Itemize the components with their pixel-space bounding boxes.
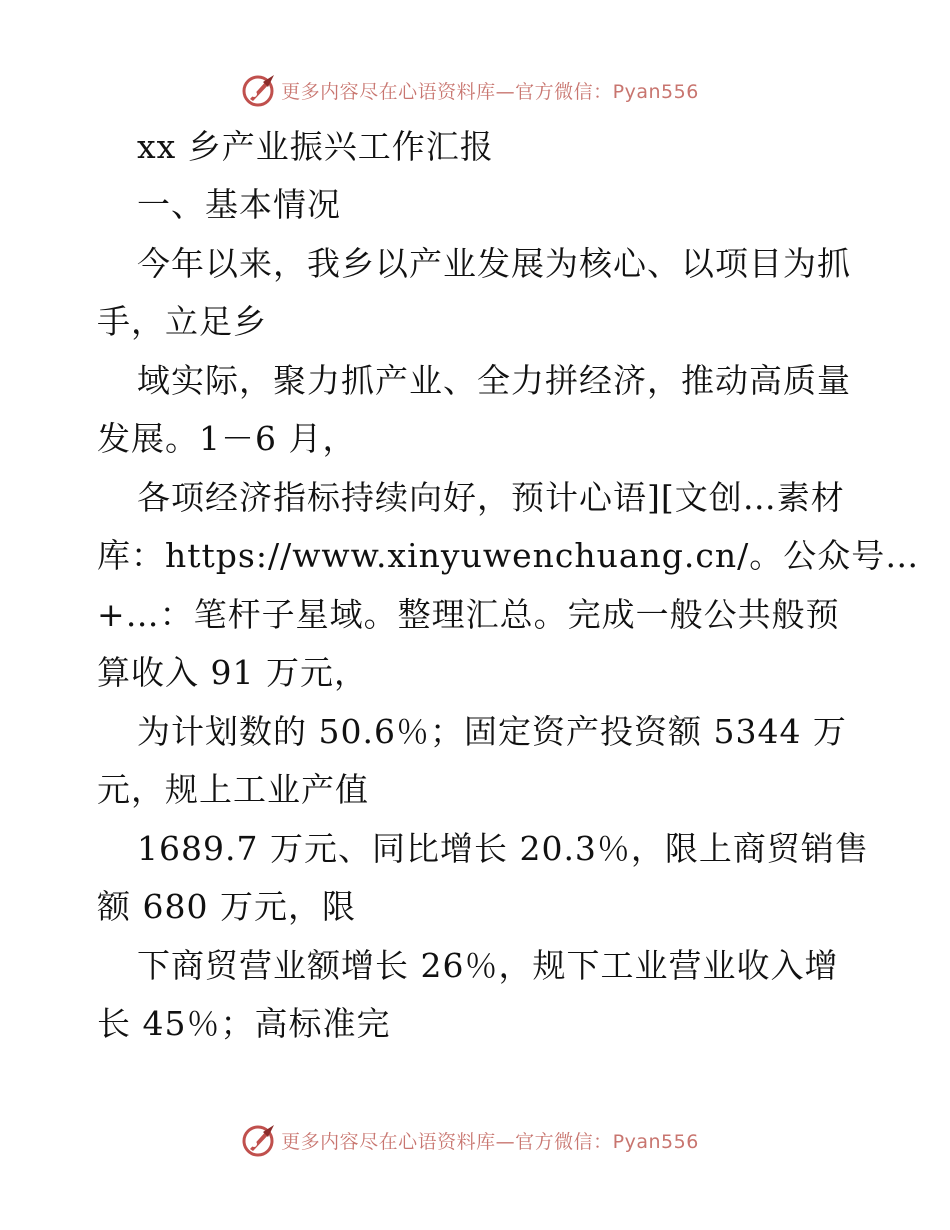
paragraph-line: +…：笔杆子星域。整理汇总。完成一般公共般预 bbox=[97, 595, 840, 634]
watermark-text: 更多内容尽在心语资料库—官方微信：Pyan556 bbox=[281, 1130, 699, 1153]
paragraph-line: 手，立足乡 bbox=[97, 302, 267, 341]
paragraph-line: 算收入 91 万元， bbox=[97, 653, 368, 692]
quill-logo-icon bbox=[241, 1122, 277, 1158]
paragraph-line: 元，规上工业产值 bbox=[97, 770, 369, 809]
paragraph-line: 长 45％；高标准完 bbox=[97, 1004, 391, 1043]
watermark-group bbox=[241, 1122, 699, 1158]
paragraph-line: 今年以来，我乡以产业发展为核心、以项目为抓 bbox=[137, 244, 851, 283]
paragraph-line: 下商贸营业额增长 26％，规下工业营业收入增 bbox=[137, 946, 839, 985]
watermark-text: 更多内容尽在心语资料库—官方微信：Pyan556 bbox=[281, 80, 699, 103]
paragraph-line: 域实际，聚力抓产业、全力拼经济，推动高质量 bbox=[137, 361, 851, 400]
watermark-group bbox=[241, 72, 699, 108]
paragraph-line: 各项经济指标持续向好，预计心语][文创…素材 bbox=[137, 478, 845, 517]
footer-watermark bbox=[0, 1120, 950, 1160]
paragraph-line: 库：https://www.xinyuwenchuang.cn/。公众号… bbox=[97, 536, 920, 575]
paragraph-line: 为计划数的 50.6％；固定资产投资额 5344 万 bbox=[137, 712, 847, 751]
paragraph-line: 1689.7 万元、同比增长 20.3％，限上商贸销售 bbox=[137, 829, 869, 868]
paragraph-line: 发展。1－6 月， bbox=[97, 419, 357, 458]
header-watermark bbox=[0, 70, 950, 110]
section-heading: 一、基本情况 bbox=[137, 185, 341, 224]
document-title: xx 乡产业振兴工作汇报 bbox=[137, 127, 494, 166]
quill-logo-icon bbox=[241, 72, 277, 108]
paragraph-line: 额 680 万元，限 bbox=[97, 887, 356, 926]
